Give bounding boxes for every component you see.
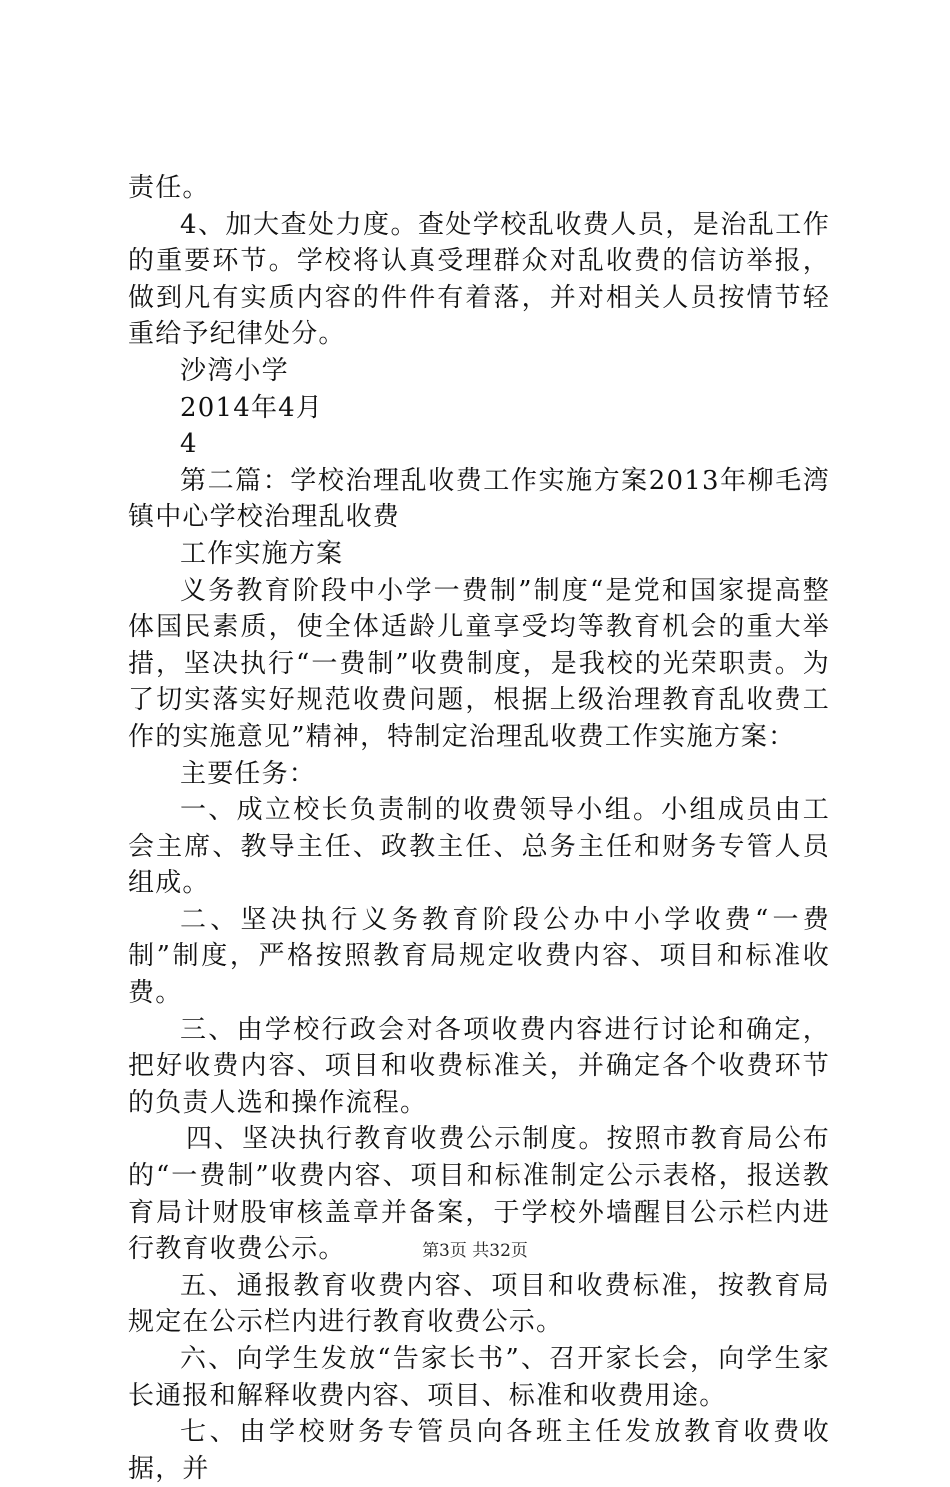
paragraph-item-4: 4、加大查处力度。查处学校乱收费人员，是治乱工作的重要环节。学校将认真受理群众对乱收费的信访举报，做到凡有实质内容的件件有着落，并对相关人员按情节轻重给予纪律处分。 [128, 209, 830, 350]
document-body [128, 170, 830, 1487]
section-heading: 第二篇：学校治理乱收费工作实施方案2013年柳毛湾镇中心学校治理乱收费 [128, 465, 830, 533]
task-item-4: 四、坚决执行教育收费公示制度。按照市教育局公布的“一费制”收费内容、项目和标准制定公示表格，报送教育局计财股审核盖章并备案，于学校外墙醒目公示栏内进行教育收费公示。 [128, 1124, 830, 1265]
page-footer [0, 1240, 950, 1262]
task-item-5: 五、通报教育收费内容、项目和收费标准，按教育局规定在公示栏内进行教育收费公示。 [128, 1270, 830, 1338]
signature-school: 沙湾小学 [180, 355, 289, 386]
task-item-1: 一、成立校长负责制的收费领导小组。小组成员由工会主席、教导主任、政教主任、总务主任和财务专管人员组成。 [128, 795, 830, 899]
section-subheading: 工作实施方案 [180, 538, 344, 569]
stray-number: 4 [180, 429, 198, 460]
paragraph-intro: 义务教育阶段中小学一费制”制度“是党和国家提高整体国民素质，使全体适龄儿童享受均等教育机会的重大举措，坚决执行“一费制”收费制度，是我校的光荣职责。为了切实落实好规范收费问题，根据上级治理教育乱收费工作的实施意见”精神，特制定治理乱收费工作实施方案： [128, 575, 830, 752]
paragraph-continuation: 责任。 [128, 173, 210, 203]
signature-date: 2014年4月 [180, 392, 324, 423]
tasks-heading: 主要任务： [180, 758, 317, 789]
task-item-7: 七、由学校财务专管员向各班主任发放教育收费收据，并 [128, 1417, 830, 1484]
task-item-2: 二、坚决执行义务教育阶段公办中小学收费“一费制”制度，严格按照教育局规定收费内容、项目和标准收费。 [128, 904, 830, 1009]
page-number-label: 第3页 共32页 [422, 1241, 528, 1261]
task-item-3: 三、由学校行政会对各项收费内容进行讨论和确定，把好收费内容、项目和收费标准关，并确定各个收费环节的负责人选和操作流程。 [128, 1014, 830, 1118]
task-item-6: 六、向学生发放“告家长书”、召开家长会，向学生家长通报和解释收费内容、项目、标准和收费用途。 [128, 1344, 830, 1411]
